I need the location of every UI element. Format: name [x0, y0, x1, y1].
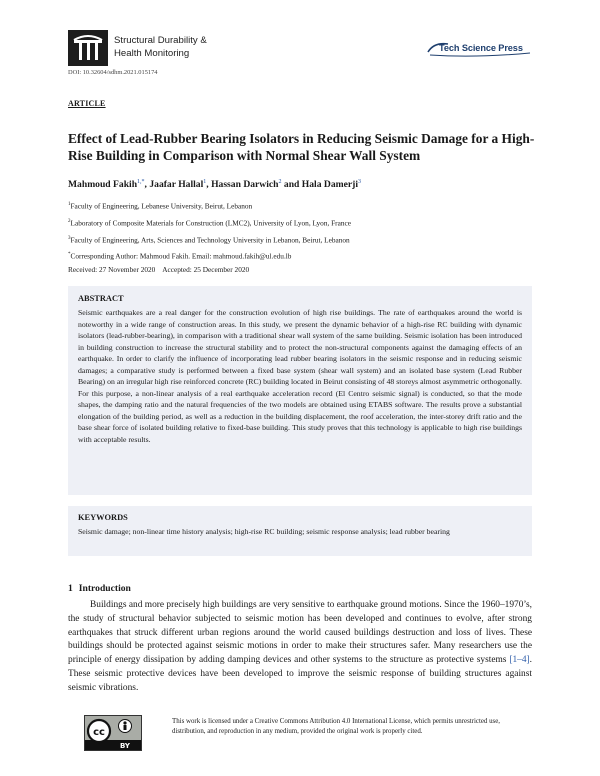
author-separator: ,	[144, 179, 150, 191]
journal-name-line1: Structural Durability &	[114, 35, 207, 46]
abstract-heading: ABSTRACT	[78, 294, 124, 303]
author-affiliation-mark[interactable]: 3	[357, 179, 361, 185]
section-number: 1	[68, 583, 73, 594]
abstract-text: Seismic earthquakes are a real danger for the construction evolution of high rise buildings. The rate of earthquakes around the world is noteworthy in a wide range of construction areas. In this study, we present the dynamic behavior of a high-rise RC building with dynamic isolators (lead-rubber-bearing), in comparison with a traditional shear wall system of the same building. Seismic isolation has been introduced in building construction to increase the structural stability and to protect the non-structural components against the damaging effects of an earthquake. In order to clarify the influence of incorporating lead rubber bearing isolators in the seismic response and in reducing seismic damages; a comparative study is performed between a fixed base system (shear wall system) and an isolated base system (Lead Rubber Bearing) on an irregular high rise reinforced concrete (RC) building located in Beirut consisting of 48 storeys almost asymmetric orthogonally. For this purpose, a non-linear analysis of a real earthquake acceleration record (El Centro seismic signal) is conducted, so that the mode shapes, the damping ratio and the natural frequencies of the two models are obtained using ETABS software. The results prove a substantial elongation of the building period, as well as a reduction in the building displacement, the roof acceleration, the inter-storey drift ratio and the base shear force of isolated building relative to fixed-base building. This study proves that this technology is applicable to high rise buildings with acceptable results.	[78, 308, 522, 444]
affiliation-text: Faculty of Engineering, Arts, Sciences and Technology University in Lebanon, Beirut, Lebanon	[70, 235, 350, 245]
author-affiliation-mark[interactable]: 1	[203, 179, 207, 185]
introduction-paragraph	[68, 599, 532, 696]
section-title: Introduction	[78, 583, 131, 594]
journal-logo	[68, 30, 108, 66]
keywords-text: Seismic damage; non-linear time history analysis; high-rise RC building; seismic response analysis; lead rubber bearing	[78, 527, 450, 536]
introduction-text-continued: . These seismic protective devices have been developed to improve the seismic response of building structures against seismic vibrations.	[68, 655, 532, 693]
cc-badge-text: cc	[93, 727, 105, 738]
paper-title: Effect of Lead-Rubber Bearing Isolators in Reducing Seismic Damage for a High-Rise Building in Comparison with Normal Shear Wall System	[68, 131, 535, 163]
affiliation	[68, 234, 350, 245]
author-name: Jaafar Hallal	[149, 179, 204, 191]
author-affiliation-mark[interactable]: 2	[278, 179, 282, 185]
citation-link[interactable]: [1–4]	[509, 655, 530, 666]
received-accepted-dates: Received: 27 November 2020 Accepted: 25 December 2020	[68, 265, 250, 274]
affiliation	[68, 200, 252, 211]
by-badge-text: BY	[119, 742, 131, 750]
license-footer	[84, 715, 532, 755]
affiliation	[68, 217, 351, 228]
author-separator: and	[281, 179, 302, 191]
publisher-logo	[426, 40, 532, 58]
author-name: Mahmoud Fakih	[68, 179, 138, 191]
license-text: This work is licensed under a Creative Commons Attribution 4.0 International License, which permits unrestricted use, distribution, and reproduction in any medium, provided the original work is properly cited.	[172, 718, 500, 735]
introduction-text: Buildings and more precisely high buildings are very sensitive to earthquake ground motions. Since the 1960–1970’s, the study of structural behavior subjected to seismic motion has been developed and continues to evolve, after strong earthquakes that struck different urban regions around the world caused buildings destruction and loss of lives. These buildings should be protected against seismic motions in order to make their structures safer. Many researchers use the principle of energy dissipation by adding damping devices and other systems to the structure as protective systems	[68, 600, 532, 666]
abstract-box	[68, 286, 532, 495]
author-list	[68, 179, 361, 190]
cc-by-badge[interactable]	[84, 715, 142, 751]
doi[interactable]: DOI: 10.32604/sdhm.2021.015174	[68, 69, 158, 76]
affiliation-mark: 3	[68, 236, 71, 241]
publisher-name: Tech Science Press	[439, 43, 523, 53]
affiliation-mark: 2	[68, 219, 71, 224]
page-header	[68, 30, 532, 66]
author-name: Hassan Darwich	[211, 179, 279, 191]
corresponding-author-text[interactable]: Corresponding Author: Mahmoud Fakih. Email: mahmoud.fakih@ul.edu.lb	[70, 251, 292, 261]
keywords-box	[68, 506, 532, 556]
author-separator: ,	[206, 179, 212, 191]
affiliation-text: Faculty of Engineering, Lebanese University, Beirut, Lebanon	[70, 201, 253, 211]
journal-name	[114, 34, 207, 60]
affiliation-mark: 1	[68, 202, 71, 207]
article-type: ARTICLE	[68, 99, 106, 108]
introduction-heading	[68, 583, 131, 594]
keywords-heading: KEYWORDS	[78, 513, 128, 522]
corresponding-author	[68, 250, 291, 261]
corresponding-mark: *	[68, 252, 71, 257]
author-affiliation-mark[interactable]: 1,*	[137, 179, 145, 185]
journal-name-line2: Health Monitoring	[114, 48, 190, 59]
affiliation-text: Laboratory of Composite Materials for Construction (LMC2), University of Lyon, Lyon, France	[70, 218, 351, 228]
author-name: Hala Damerji	[301, 179, 358, 191]
